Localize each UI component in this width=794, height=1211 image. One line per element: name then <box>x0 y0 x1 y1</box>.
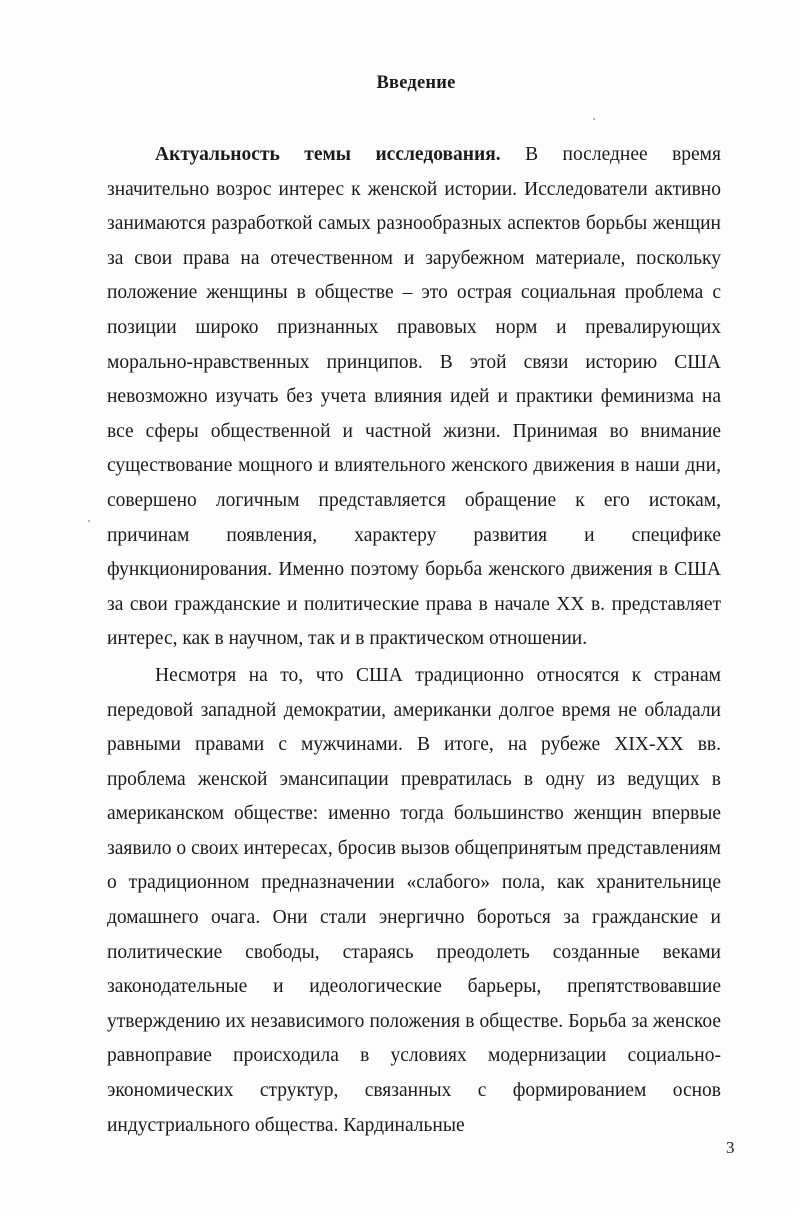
scan-speck <box>88 520 90 522</box>
page-number: 3 <box>726 1138 735 1157</box>
paragraph-lead: Актуальность темы исследования. <box>155 144 501 165</box>
paragraph-text: Несмотря на то, что США традиционно относятся к странам передовой западной демократии, американки долгое время не обладали равными правами с мужчинами. В итоге, на рубеже XIX-XX вв. проблема женской эмансипации превратилась в одну из ведущих в американском обществе: именно тогда большинство женщин впервые заявило о своих интересах, бросив вызов общепринятым представлениям о традиционном предназначении «слабого» пола, как хранительнице домашнего очага. Они стали энергично бороться за гражданские и политические свободы, стараясь преодолеть созданные веками законодательные и идеологические барьеры, препятствовавшие утверждению их независимого положения в обществе. Борьба за женское равноправие происходила в условиях модернизации социально-экономических структур, связанных с формированием основ индустриального общества. Кардинальные <box>107 664 721 1136</box>
page-title: Введение <box>376 73 456 93</box>
body-text <box>107 138 721 1143</box>
paragraph-context <box>107 659 721 1143</box>
paragraph-relevance <box>107 138 721 657</box>
scan-speck <box>593 118 595 120</box>
paragraph-text: В последнее время значительно возрос интерес к женской истории. Исследователи активно занимаются разработкой самых разнообразных аспектов борьбы женщин за свои права на отечественном и зарубежном материале, поскольку положение женщины в обществе – это острая социальная проблема с позиции широко признанных правовых норм и превалирующих морально-нравственных принципов. В этой связи историю США невозможно изучать без учета влияния идей и практики феминизма на все сферы общественной и частной жизни. Принимая во внимание существование мощного и влиятельного женского движения в наши дни, совершено логичным представляется обращение к его истокам, причинам появления, характеру развития и специфике функционирования. Именно поэтому борьба женского движения в США за свои гражданские и политические права в начале XX в. представляет интерес, как в научном, так и в практическом отношении. <box>107 144 721 650</box>
